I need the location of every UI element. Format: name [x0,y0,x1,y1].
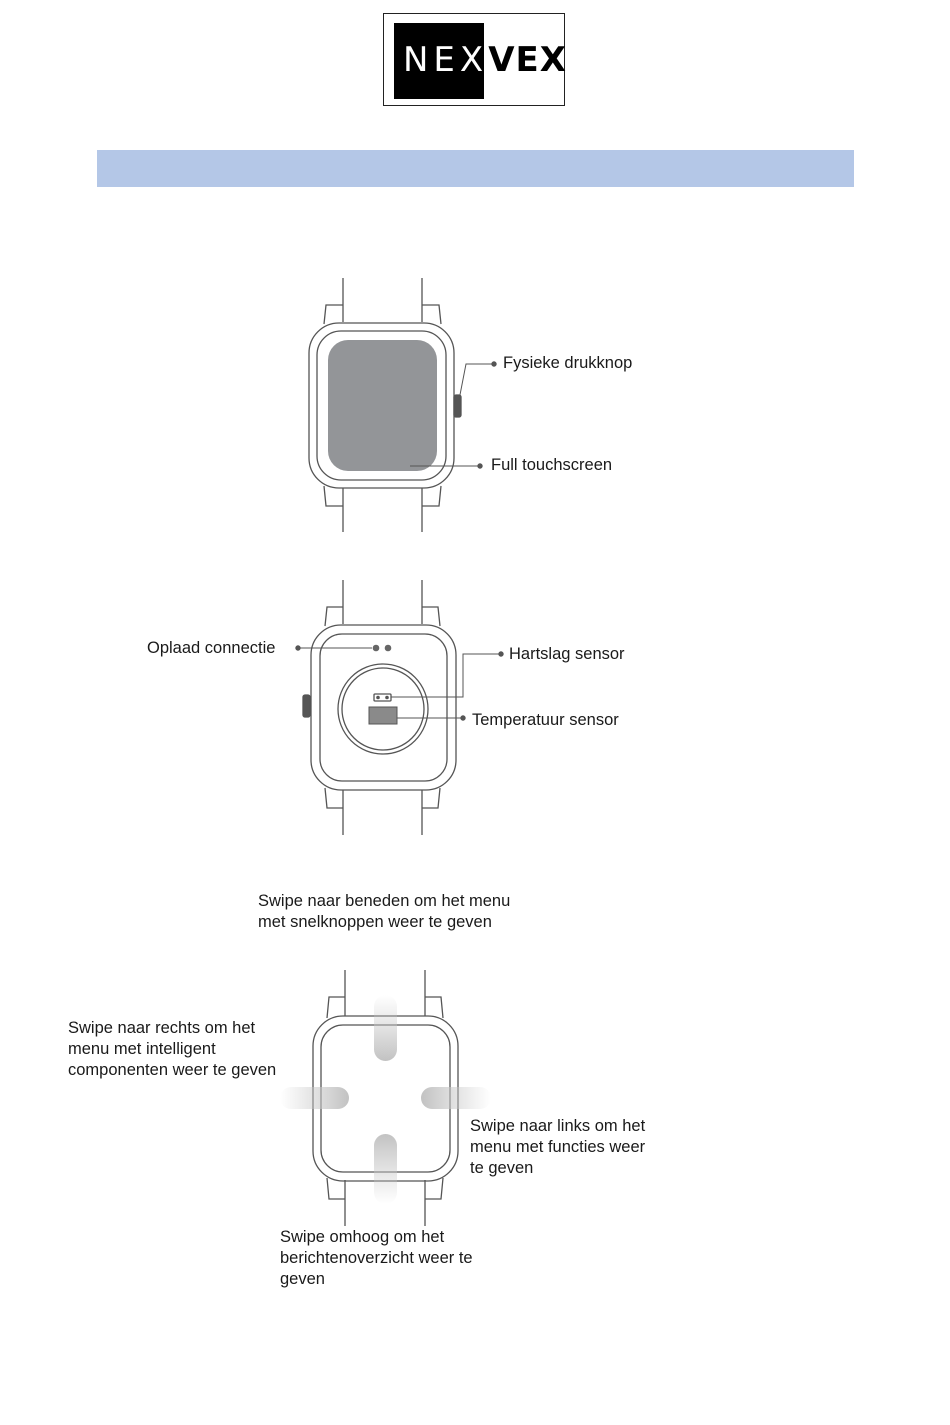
logo-text-nex: NEX [403,40,489,80]
charging-connector-label: Oplaad connectie [147,639,276,657]
swipe-right-indicator [280,1087,349,1109]
swipe-down-instruction [258,891,516,933]
swipe-down-rest: naar beneden om het menu met snelknoppen weer te geven [258,892,511,931]
logo-text-vex: VEX [488,40,567,80]
swipe-down-word: Swipe [258,892,303,910]
swipe-up-indicator [374,1134,397,1204]
touchscreen-label: Full touchscreen [491,456,613,474]
swipe-down-indicator [374,995,397,1061]
touchscreen-display [328,340,437,471]
swipe-left-instruction: Swipe naar links om het menu met functies weer te geven [470,1117,646,1177]
swipe-up-instruction: Swipe omhoog om het berichtenoverzicht weer te geven [280,1228,473,1288]
back-sensor-details [369,645,397,724]
temperature-sensor-label: Temperatuur sensor [472,711,619,729]
swipe-indicators [280,995,491,1204]
physical-button-label: Fysieke drukknop [503,354,633,372]
swipe-left-indicator [421,1087,491,1109]
swipe-right-instruction: Swipe naar rechts om het menu met intelligent componenten weer te geven [68,1019,277,1079]
heart-rate-sensor-label: Hartslag sensor [509,645,625,663]
